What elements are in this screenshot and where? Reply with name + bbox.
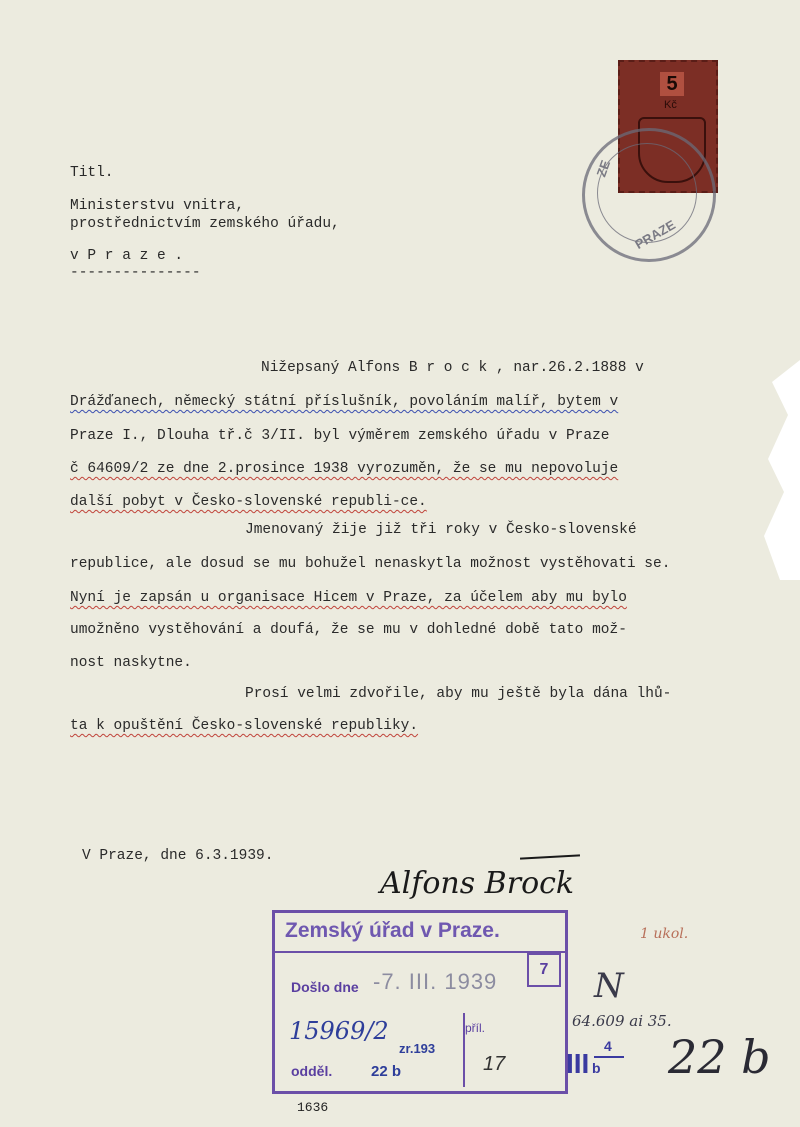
body-line: Drážďanech, německý státní příslušník, povoláním malíř, bytem v [70, 394, 619, 410]
annotation-initial: N [594, 966, 624, 1006]
annotation-fraction-top: 4 [604, 1038, 612, 1054]
body-line: nost naskytne. [70, 655, 192, 671]
round-seal-text-top: ZE [593, 158, 614, 179]
office-stamp-title: Zemský úřad v Praze. [285, 919, 500, 942]
round-seal [582, 128, 716, 262]
file-number: 15969/2 [289, 1017, 389, 1045]
round-seal-inner-ring [597, 143, 697, 243]
body-line: další pobyt v Česko-slovenské republi-ce. [70, 494, 427, 510]
annotation-roman: III [566, 1048, 590, 1079]
signature: Alfons Brock [380, 866, 575, 901]
revenue-stamp-value: 5 [660, 72, 684, 96]
addressee-rule: --------------- [70, 265, 201, 281]
body-line: Prosí velmi zdvořile, aby mu ještě byla dána lhů- [245, 686, 672, 702]
received-label: Došlo dne [291, 979, 359, 995]
received-date: -7. III. 1939 [373, 969, 498, 994]
department-label: odděl. [291, 1063, 333, 1079]
department-value: 22 b [371, 1063, 402, 1080]
place-date: V Praze, dne 6.3.1939. [82, 848, 274, 864]
addressee-city: v P r a z e . [70, 248, 184, 264]
body-line: Praze I., Dlouha tř.č 3/II. byl výměrem zemského úřadu v Praze [70, 428, 610, 444]
office-stamp [272, 910, 568, 1094]
office-stamp-divider [275, 951, 565, 953]
annotation-fraction-bottom: b [592, 1060, 601, 1076]
annotation-big-mark: 22 b [668, 1030, 771, 1084]
body-line: č 64609/2 ze dne 2.prosince 1938 vyrozuměn, že se mu nepovoluje [70, 461, 619, 477]
annotation-fraction-bar [594, 1056, 624, 1058]
body-line: ta k opuštění Česko-slovenské republiky. [70, 718, 419, 734]
body-line: Nižepsaný Alfons B r o c k , nar.26.2.1888 v [261, 360, 644, 376]
addressee-line-2: prostřednictvím zemského úřadu, [70, 216, 340, 232]
addressee-line-1: Ministerstvu vnitra, [70, 198, 245, 214]
signature-stroke [520, 854, 580, 859]
annotation-top-right: 1 ukol. [640, 926, 689, 942]
handwritten-count: 17 [483, 1053, 506, 1075]
revenue-stamp-unit: Kč [664, 99, 677, 111]
stamp-box-number: 7 [527, 953, 561, 987]
torn-edge [760, 360, 800, 580]
round-seal-text-bottom: PRAZE [632, 216, 678, 253]
annotation-reference: 64.609 ai 35. [572, 1012, 672, 1030]
body-line: Jmenovaný žije již tři roky v Česko-slovenské [245, 522, 637, 538]
file-suffix: zr.193 [399, 1041, 436, 1056]
body-line: republice, ale dosud se mu bohužel nenaskytla možnost vystěhovati se. [70, 556, 671, 572]
body-line: umožněno vystěhování a doufá, že se mu v dohledné době tato mož- [70, 622, 627, 638]
attachments-label: příl. [465, 1021, 486, 1035]
salutation: Titl. [70, 165, 114, 181]
document-number: 1636 [297, 1100, 329, 1115]
body-line: Nyní je zapsán u organisace Hicem v Praze, za účelem aby mu bylo [70, 590, 627, 606]
